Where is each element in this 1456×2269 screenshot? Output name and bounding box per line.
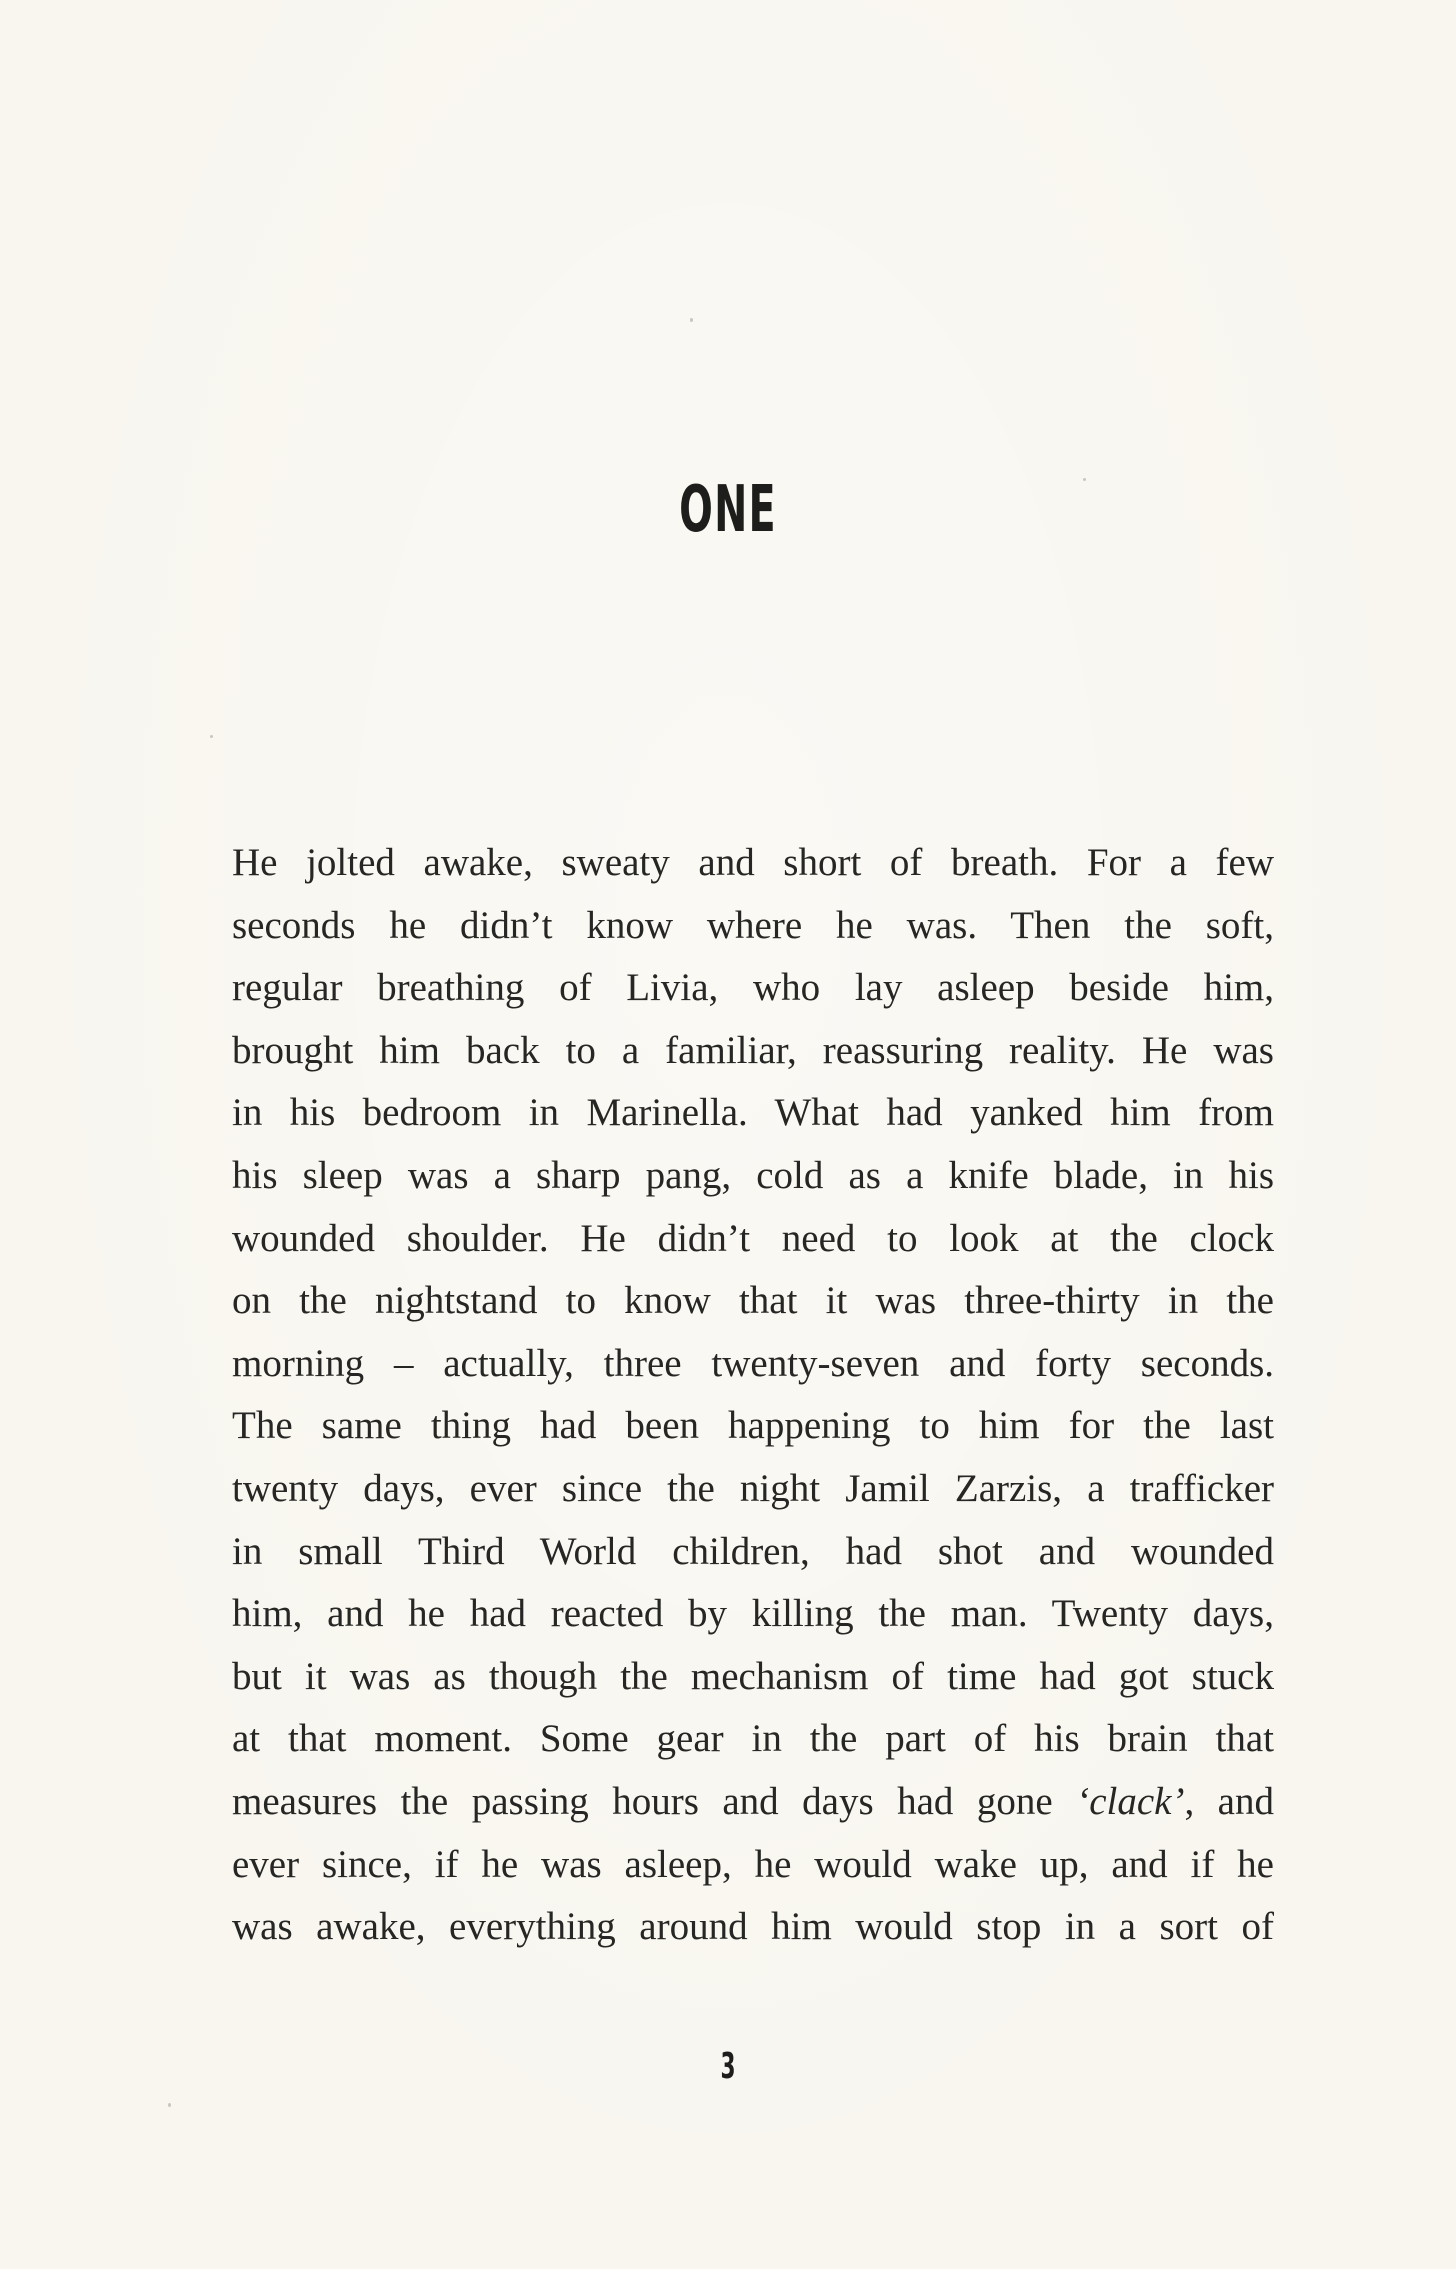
paper-speck [168, 2103, 171, 2107]
text-line: brought him back to a familiar, reassuring reality. He was [232, 1028, 1274, 1072]
text-segment: , and [1184, 1779, 1274, 1823]
text-line: in his bedroom in Marinella. What had yanked him from [232, 1091, 1274, 1135]
paper-speck [690, 318, 693, 322]
chapter-title: ONE [679, 473, 777, 547]
text-line: seconds he didn’t know where he was. Then the soft, [232, 903, 1274, 947]
paper-speck [210, 735, 213, 738]
text-line: He jolted awake, sweaty and short of breath. For a few [232, 841, 1274, 884]
text-line: ever since, if he was asleep, he would wake up, and if he [232, 1842, 1274, 1886]
text-line: at that moment. Some gear in the part of his brain that [232, 1717, 1274, 1761]
text-line: twenty days, ever since the night Jamil Zarzis, a trafficker [232, 1466, 1274, 1510]
text-line: morning – actually, three twenty-seven and forty seconds. [232, 1341, 1274, 1385]
text-line: The same thing had been happening to him for the last [232, 1404, 1274, 1448]
text-line-with-italic [232, 1771, 1274, 1834]
text-line: was awake, everything around him would stop in a sort of [232, 1905, 1274, 1949]
text-line: his sleep was a sharp pang, cold as a knife blade, in his [232, 1153, 1274, 1197]
body-text [232, 832, 1274, 1959]
text-segment: measures the passing hours and days had gone [232, 1779, 1077, 1823]
text-line: him, and he had reacted by killing the man. Twenty days, [232, 1592, 1274, 1636]
page-number: 3 [720, 2046, 736, 2087]
text-line: on the nightstand to know that it was three-thirty in the [232, 1279, 1274, 1323]
text-line: wounded shoulder. He didn’t need to look at the clock [232, 1216, 1274, 1260]
italic-word: ‘clack’ [1076, 1779, 1185, 1823]
text-line: regular breathing of Livia, who lay asleep beside him, [232, 966, 1274, 1010]
text-line: in small Third World children, had shot and wounded [232, 1529, 1274, 1573]
text-line: but it was as though the mechanism of time had got stuck [232, 1654, 1274, 1698]
